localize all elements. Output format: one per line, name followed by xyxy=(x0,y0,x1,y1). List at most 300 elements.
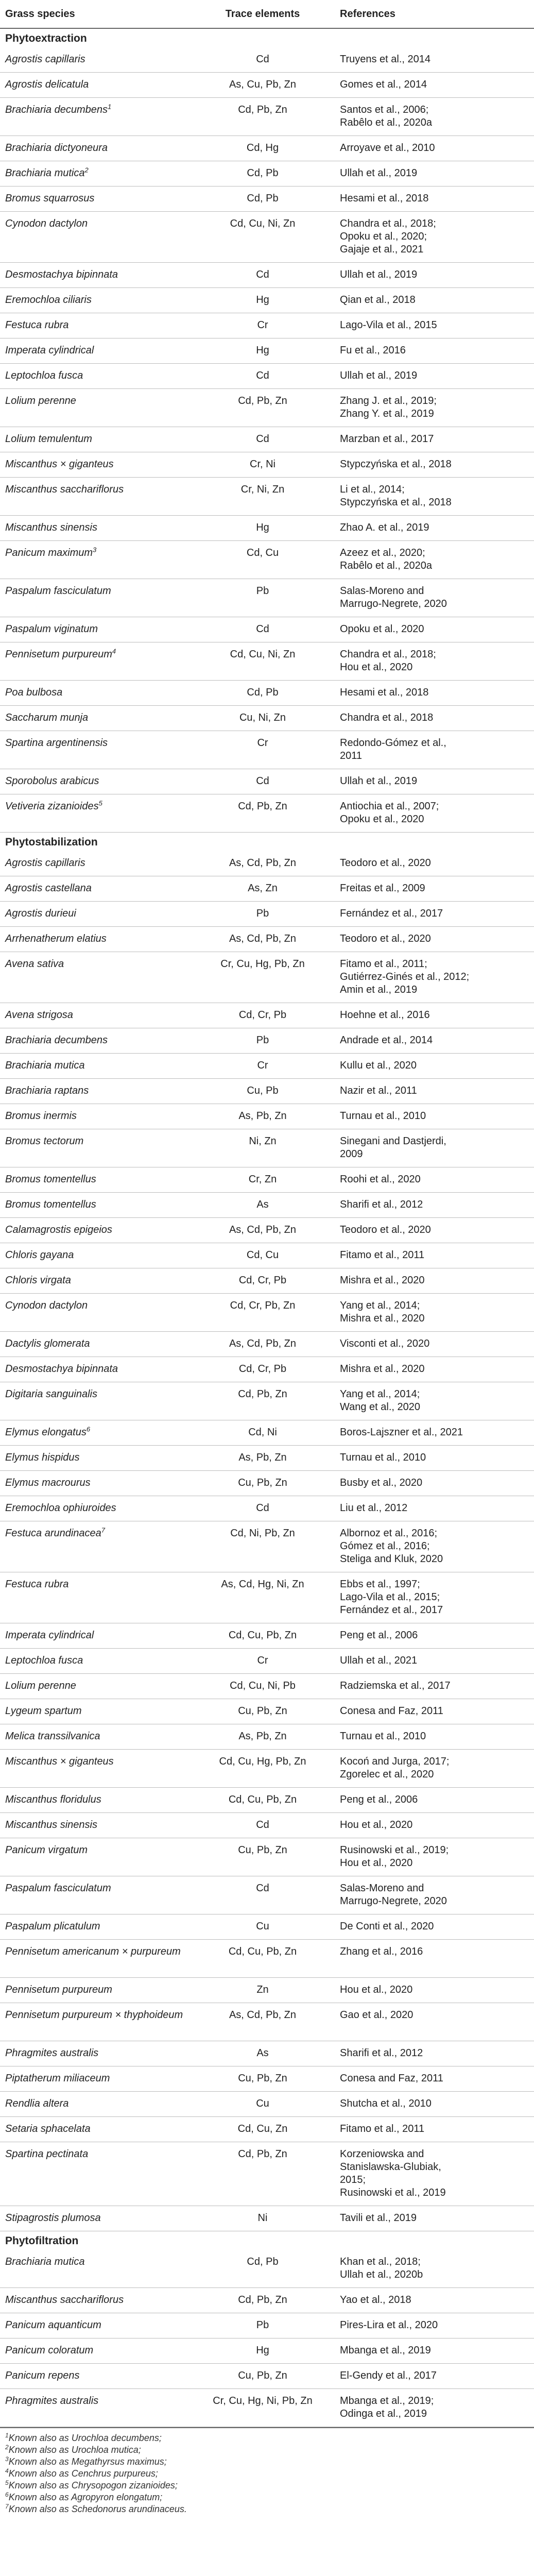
trace-elements-cell: Cd, Pb, Zn xyxy=(238,2294,287,2306)
trace-elements-cell: Cd, Pb xyxy=(247,2256,279,2267)
reference-line: Stypczyńska et al., 2018 xyxy=(340,459,452,470)
grass-species-cell xyxy=(5,1920,191,1933)
grass-species-cell xyxy=(5,521,191,534)
trace-elements-cell: Cu, Pb, Zn xyxy=(238,1844,287,1856)
reference-line: Albornoz et al., 2016; xyxy=(340,1528,438,1539)
trace-elements-cell: As, Pb, Zn xyxy=(238,1731,287,1742)
references-cell xyxy=(340,1274,530,1287)
reference-line: Boros-Lajszner et al., 2021 xyxy=(340,1427,463,1438)
references-cell xyxy=(340,1034,530,1047)
trace-elements-cell: Cd xyxy=(256,269,269,280)
grass-species-cell xyxy=(5,1578,191,1591)
reference-line: Wang et al., 2020 xyxy=(340,1401,421,1413)
reference-line: Stanislawska-Glubiak, xyxy=(340,2161,441,2173)
references-cell xyxy=(340,737,530,762)
grass-species-cell xyxy=(5,1388,191,1401)
grass-species-cell xyxy=(5,958,191,971)
grass-species-cell xyxy=(5,1299,191,1312)
trace-elements-cell: Cd, Ni, Pb, Zn xyxy=(230,1528,295,1539)
reference-line: Lago-Vila et al., 2015; xyxy=(340,1591,440,1603)
species-name: Paspalum viginatum xyxy=(5,623,98,635)
grass-species-cell xyxy=(5,2294,191,2307)
trace-elements-cell: Cu, Ni, Zn xyxy=(239,712,286,723)
grass-species-cell xyxy=(5,1009,191,1022)
species-name: Paspalum fasciculatum xyxy=(5,1883,111,1894)
references-cell xyxy=(340,217,530,256)
reference-line: Antiochia et al., 2007; xyxy=(340,801,439,812)
footnote xyxy=(5,2480,534,2492)
species-name: Agrostis capillaris xyxy=(5,54,85,65)
grass-species-cell xyxy=(5,344,191,357)
references-cell xyxy=(340,648,530,674)
reference-line: Mishra et al., 2020 xyxy=(340,1275,425,1286)
reference-line: Chandra et al., 2018; xyxy=(340,218,436,229)
trace-elements-cell: Cr, Cu, Hg, Pb, Zn xyxy=(220,958,305,970)
references-cell xyxy=(340,104,530,129)
species-name: Brachiaria dictyoneura xyxy=(5,142,108,154)
references-cell xyxy=(340,1578,530,1617)
references-cell xyxy=(340,268,530,281)
reference-line: Andrade et al., 2014 xyxy=(340,1035,433,1046)
references-cell xyxy=(340,2294,530,2307)
references-cell xyxy=(340,2097,530,2110)
table-row xyxy=(0,851,534,876)
references-cell xyxy=(340,1337,530,1350)
reference-line: Fernández et al., 2017 xyxy=(340,908,443,919)
references-cell xyxy=(340,958,530,996)
grass-species-cell xyxy=(5,711,191,724)
species-name: Paspalum fasciculatum xyxy=(5,585,111,597)
grass-species-cell xyxy=(5,1084,191,1097)
trace-elements-cell: As xyxy=(256,2047,269,2059)
species-name: Chloris virgata xyxy=(5,1275,71,1286)
table-row xyxy=(0,452,534,478)
grass-species-cell xyxy=(5,585,191,598)
reference-line: Kocoń and Jurga, 2017; xyxy=(340,1756,450,1767)
footnote-marker: 2 xyxy=(84,166,89,174)
species-name: Panicum virgatum xyxy=(5,1844,88,1856)
table-row xyxy=(0,364,534,389)
species-name: Imperata cylindrical xyxy=(5,345,94,356)
references-cell xyxy=(340,1629,530,1642)
trace-elements-cell: Cd, Cu, Pb, Zn xyxy=(228,1630,297,1641)
grass-species-cell xyxy=(5,1337,191,1350)
trace-elements-cell: Cd, Ni xyxy=(248,1427,277,1438)
grass-species-cell xyxy=(5,1819,191,1832)
footnote xyxy=(5,2492,534,2503)
trace-elements-cell: Cd, Cr, Pb xyxy=(238,1009,287,1021)
reference-line: Lago-Vila et al., 2015 xyxy=(340,319,437,331)
reference-line: Qian et al., 2018 xyxy=(340,294,416,306)
references-cell xyxy=(340,1654,530,1667)
reference-line: Fernández et al., 2017 xyxy=(340,1604,443,1616)
footnote-marker: 1 xyxy=(108,103,112,111)
species-name: Bromus squarrosus xyxy=(5,193,95,204)
references-cell xyxy=(340,1426,530,1439)
table-row xyxy=(0,1382,534,1420)
species-name: Miscanthus × giganteus xyxy=(5,459,114,470)
grass-species-cell xyxy=(5,2256,191,2268)
table-row xyxy=(0,1914,534,1940)
table-row xyxy=(0,731,534,769)
reference-line: De Conti et al., 2020 xyxy=(340,1921,434,1932)
reference-line: Shutcha et al., 2010 xyxy=(340,2098,432,2109)
species-name: Saccharum munja xyxy=(5,712,89,723)
references-cell xyxy=(340,521,530,534)
table-row xyxy=(0,1978,534,2003)
grass-species-cell xyxy=(5,1249,191,1262)
grass-species-cell xyxy=(5,104,191,116)
table-row xyxy=(0,1104,534,1129)
reference-line: Turnau et al., 2010 xyxy=(340,1452,426,1463)
grass-species-cell xyxy=(5,1198,191,1211)
species-name: Vetiveria zizanioides xyxy=(5,801,99,812)
reference-line: Tavili et al., 2019 xyxy=(340,2212,417,2224)
references-cell xyxy=(340,2256,530,2281)
table-row xyxy=(0,187,534,212)
references-cell xyxy=(340,1705,530,1718)
reference-line: Rabêlo et al., 2020a xyxy=(340,117,433,128)
trace-elements-cell: Cu, Pb, Zn xyxy=(238,1477,287,1488)
trace-elements-cell: Cd, Cu, Ni, Zn xyxy=(230,218,296,229)
reference-line: Hou et al., 2020 xyxy=(340,662,413,673)
table-row xyxy=(0,1357,534,1382)
trace-elements-cell: Cr xyxy=(257,319,268,331)
references-cell xyxy=(340,1173,530,1186)
trace-elements-cell: Pb xyxy=(256,585,269,597)
reference-line: Yang et al., 2014; xyxy=(340,1388,420,1400)
species-name: Eremochloa ophiuroides xyxy=(5,1502,116,1514)
trace-elements-cell: Cd, Cr, Pb xyxy=(238,1363,287,1375)
reference-line: Steliga and Kluk, 2020 xyxy=(340,1553,443,1565)
table-row xyxy=(0,927,534,952)
reference-line: Teodoro et al., 2020 xyxy=(340,1224,431,1235)
references-cell xyxy=(340,585,530,611)
trace-elements-cell: Cr, Zn xyxy=(248,1174,277,1185)
reference-line: Ullah et al., 2019 xyxy=(340,775,418,787)
reference-line: Mishra et al., 2020 xyxy=(340,1313,425,1324)
footnote-number: 4 xyxy=(5,2467,9,2475)
trace-elements-cell: Cd, Pb xyxy=(247,687,279,698)
species-name: Eremochloa ciliaris xyxy=(5,294,92,306)
references-cell xyxy=(340,686,530,699)
reference-line: Busby et al., 2020 xyxy=(340,1477,423,1488)
references-cell xyxy=(340,395,530,420)
grass-species-cell xyxy=(5,775,191,788)
reference-line: Opoku et al., 2020; xyxy=(340,231,427,242)
section-header xyxy=(0,2231,534,2250)
species-name: Melica transsilvanica xyxy=(5,1731,100,1742)
table-row xyxy=(0,1940,534,1978)
table-row xyxy=(0,1003,534,1028)
reference-line: Sharifi et al., 2012 xyxy=(340,1199,423,1210)
trace-elements-cell: Cd xyxy=(256,433,269,445)
species-name: Miscanthus sacchariflorus xyxy=(5,2294,124,2306)
references-cell xyxy=(340,2319,530,2332)
table-row xyxy=(0,1332,534,1357)
species-name: Desmostachya bipinnata xyxy=(5,269,118,280)
grass-species-cell xyxy=(5,1451,191,1464)
trace-elements-cell: Zn xyxy=(256,1984,269,1995)
footnote xyxy=(5,2468,534,2480)
reference-line: Hesami et al., 2018 xyxy=(340,687,429,698)
references-cell xyxy=(340,369,530,382)
grass-species-cell xyxy=(5,1654,191,1667)
trace-elements-cell: Cd, Pb, Zn xyxy=(238,104,287,115)
species-name: Cynodon dactylon xyxy=(5,218,88,229)
reference-line: Fitamo et al., 2011; xyxy=(340,958,427,970)
table-row xyxy=(0,902,534,927)
references-cell xyxy=(340,1527,530,1566)
trace-elements-cell: As xyxy=(256,1199,269,1210)
reference-line: Fitamo et al., 2011 xyxy=(340,2123,425,2134)
references-cell xyxy=(340,1059,530,1072)
references-cell xyxy=(340,2072,530,2085)
species-name: Pennisetum purpureum × thyphoideum xyxy=(5,2009,183,2021)
references-cell xyxy=(340,1844,530,1870)
reference-line: Radziemska et al., 2017 xyxy=(340,1680,451,1691)
references-cell xyxy=(340,2395,530,2420)
reference-line: Hoehne et al., 2016 xyxy=(340,1009,430,1021)
grass-species-cell xyxy=(5,1363,191,1376)
table-row xyxy=(0,2338,534,2364)
footnote-number: 1 xyxy=(5,2432,9,2439)
reference-line: Peng et al., 2006 xyxy=(340,1794,418,1805)
grass-species-cell xyxy=(5,192,191,205)
grass-species-cell xyxy=(5,458,191,471)
references-cell xyxy=(340,2009,530,2022)
species-name: Avena sativa xyxy=(5,958,64,970)
trace-elements-cell: Cd xyxy=(256,623,269,635)
table-row xyxy=(0,2288,534,2313)
reference-line: Nazir et al., 2011 xyxy=(340,1085,417,1096)
reference-line: Opoku et al., 2020 xyxy=(340,814,424,825)
grass-species-cell xyxy=(5,217,191,230)
grass-species-cell xyxy=(5,2212,191,2225)
species-name: Piptatherum miliaceum xyxy=(5,2073,110,2084)
grass-species-cell xyxy=(5,142,191,155)
reference-line: Gajaje et al., 2021 xyxy=(340,244,424,255)
table-row xyxy=(0,1028,534,1054)
reference-line: Visconti et al., 2020 xyxy=(340,1338,430,1349)
table-row xyxy=(0,1243,534,1268)
species-name: Dactylis glomerata xyxy=(5,1338,90,1349)
grass-species-cell xyxy=(5,369,191,382)
table-row xyxy=(0,1079,534,1104)
references-cell xyxy=(340,775,530,788)
species-name: Festuca arundinacea xyxy=(5,1528,101,1539)
references-cell xyxy=(340,1882,530,1908)
references-cell xyxy=(340,623,530,636)
trace-elements-cell: Cd, Cu, Ni, Pb xyxy=(230,1680,296,1691)
trace-elements-cell: Cd, Pb, Zn xyxy=(238,395,287,406)
species-name: Rendlia altera xyxy=(5,2098,69,2109)
reference-line: Odinga et al., 2019 xyxy=(340,2408,427,2419)
trace-elements-cell: Cd xyxy=(256,1819,269,1831)
references-cell xyxy=(340,483,530,509)
table-row xyxy=(0,136,534,161)
reference-line: Rabêlo et al., 2020a xyxy=(340,560,433,571)
trace-elements-cell: Cu, Pb, Zn xyxy=(238,2370,287,2381)
references-cell xyxy=(340,344,530,357)
trace-elements-cell: Cr xyxy=(257,737,268,749)
references-cell xyxy=(340,1249,530,1262)
trace-elements-cell: As, Cd, Pb, Zn xyxy=(229,1224,297,1235)
grass-species-cell xyxy=(5,800,191,813)
table-row xyxy=(0,98,534,136)
footnote-text: Known also as Megathyrsus maximus; xyxy=(8,2456,167,2467)
grass-species-cell xyxy=(5,2148,191,2161)
species-name: Bromus tectorum xyxy=(5,1136,84,1147)
trace-elements-cell: Cd, Cu, Pb, Zn xyxy=(228,1794,297,1805)
species-name: Leptochloa fusca xyxy=(5,1655,83,1666)
references-cell xyxy=(340,142,530,155)
reference-line: Chandra et al., 2018; xyxy=(340,649,436,660)
reference-line: Azeez et al., 2020; xyxy=(340,547,425,558)
table-row xyxy=(0,1838,534,1876)
species-name: Brachiaria mutica xyxy=(5,1060,85,1071)
species-name: Stipagrostis plumosa xyxy=(5,2212,101,2224)
references-cell xyxy=(340,2369,530,2382)
trace-elements-cell: Cd xyxy=(256,775,269,787)
trace-elements-cell: Ni, Zn xyxy=(249,1136,277,1147)
reference-line: Amin et al., 2019 xyxy=(340,984,418,995)
references-cell xyxy=(340,2344,530,2357)
trace-elements-cell: Cu, Pb, Zn xyxy=(238,1705,287,1717)
reference-line: Pires-Lira et al., 2020 xyxy=(340,2319,438,2331)
references-cell xyxy=(340,294,530,307)
table-row xyxy=(0,2117,534,2142)
trace-elements-cell: As, Cd, Pb, Zn xyxy=(229,857,297,869)
grass-species-cell xyxy=(5,1173,191,1186)
references-cell xyxy=(340,2123,530,2136)
references-cell xyxy=(340,1224,530,1236)
references-cell xyxy=(340,78,530,91)
table-row xyxy=(0,338,534,364)
grass-species-cell xyxy=(5,2047,191,2060)
reference-line: Turnau et al., 2010 xyxy=(340,1731,426,1742)
trace-elements-cell: Cr, Ni, Zn xyxy=(240,484,285,495)
table-row xyxy=(0,1294,534,1332)
species-name: Festuca rubra xyxy=(5,1579,69,1590)
species-name: Bromus tomentellus xyxy=(5,1174,96,1185)
trace-elements-cell: As, Pb, Zn xyxy=(238,1452,287,1463)
reference-line: Liu et al., 2012 xyxy=(340,1502,408,1514)
species-name: Brachiaria mutica xyxy=(5,2256,85,2267)
header-references: References xyxy=(340,8,395,20)
footnote-marker: 6 xyxy=(86,1425,91,1433)
references-cell xyxy=(340,1755,530,1781)
reference-line: Ullah et al., 2019 xyxy=(340,269,418,280)
references-cell xyxy=(340,53,530,66)
reference-line: Gómez et al., 2016; xyxy=(340,1540,430,1552)
reference-line: Hou et al., 2020 xyxy=(340,1984,413,1995)
reference-line: Roohi et al., 2020 xyxy=(340,1174,421,1185)
grass-species-cell xyxy=(5,1527,191,1540)
grass-species-cell xyxy=(5,933,191,945)
trace-elements-cell: As, Cd, Hg, Ni, Zn xyxy=(221,1579,304,1590)
section-title: Phytoextraction xyxy=(5,32,87,44)
grass-species-cell xyxy=(5,1477,191,1489)
references-cell xyxy=(340,907,530,920)
species-name: Digitaria sanguinalis xyxy=(5,1388,97,1400)
reference-line: Ullah et al., 2019 xyxy=(340,167,418,179)
species-name: Spartina argentinensis xyxy=(5,737,108,749)
species-name: Imperata cylindrical xyxy=(5,1630,94,1641)
grass-species-cell xyxy=(5,53,191,66)
table-row xyxy=(0,47,534,73)
species-name: Calamagrostis epigeios xyxy=(5,1224,112,1235)
grass-species-cell xyxy=(5,1730,191,1743)
trace-elements-cell: Cd, Cu, Pb, Zn xyxy=(228,1946,297,1957)
reference-line: Ullah et al., 2021 xyxy=(340,1655,418,1666)
references-cell xyxy=(340,933,530,945)
grass-species-cell xyxy=(5,1034,191,1047)
reference-line: Redondo-Gómez et al., xyxy=(340,737,446,749)
table-row xyxy=(0,1649,534,1674)
grass-species-cell xyxy=(5,907,191,920)
references-cell xyxy=(340,1793,530,1806)
trace-elements-cell: Cr xyxy=(257,1060,268,1071)
references-cell xyxy=(340,1477,530,1489)
references-cell xyxy=(340,547,530,572)
table-row xyxy=(0,161,534,187)
species-name: Festuca rubra xyxy=(5,319,69,331)
table-row xyxy=(0,1813,534,1838)
reference-line: Zhang Y. et al., 2019 xyxy=(340,408,434,419)
footnote-text: Known also as Schedonorus arundinaceus. xyxy=(8,2504,187,2514)
grass-species-cell xyxy=(5,319,191,332)
grass-species-cell xyxy=(5,1755,191,1768)
trace-elements-cell: Cd, Pb xyxy=(247,193,279,204)
table-row xyxy=(0,2041,534,2066)
table-row xyxy=(0,313,534,338)
reference-line: Gao et al., 2020 xyxy=(340,2009,414,2021)
references-cell xyxy=(340,1945,530,1958)
references-cell xyxy=(340,319,530,332)
references-cell xyxy=(340,1135,530,1161)
footnotes xyxy=(0,2427,534,2515)
references-cell xyxy=(340,2212,530,2225)
reference-line: Salas-Moreno and xyxy=(340,585,424,597)
trace-elements-cell: Hg xyxy=(256,294,269,306)
species-name: Elymus hispidus xyxy=(5,1452,80,1463)
trace-elements-cell: Cr xyxy=(257,1655,268,1666)
reference-line: 2011 xyxy=(340,750,363,761)
table-row xyxy=(0,541,534,579)
grass-species-cell xyxy=(5,623,191,636)
table-row xyxy=(0,794,534,833)
reference-line: Conesa and Faz, 2011 xyxy=(340,2073,443,2084)
species-name: Pennisetum purpureum xyxy=(5,649,112,660)
table-row xyxy=(0,212,534,263)
species-name: Phragmites australis xyxy=(5,2395,99,2406)
species-name: Paspalum plicatulum xyxy=(5,1921,100,1932)
grass-species-cell xyxy=(5,1135,191,1148)
trace-elements-cell: Cd xyxy=(256,54,269,65)
references-cell xyxy=(340,1363,530,1376)
table-row xyxy=(0,1724,534,1750)
species-name: Agrostis durieui xyxy=(5,908,76,919)
trace-elements-cell: As, Cd, Pb, Zn xyxy=(229,933,297,944)
reference-line: Sinegani and Dastjerdi, xyxy=(340,1136,446,1147)
table-row xyxy=(0,1496,534,1521)
trace-elements-cell: Cu xyxy=(256,1921,269,1932)
reference-line: Marrugo-Negrete, 2020 xyxy=(340,598,447,609)
species-name: Lolium perenne xyxy=(5,395,76,406)
trace-elements-cell: Hg xyxy=(256,345,269,356)
references-cell xyxy=(340,1110,530,1123)
